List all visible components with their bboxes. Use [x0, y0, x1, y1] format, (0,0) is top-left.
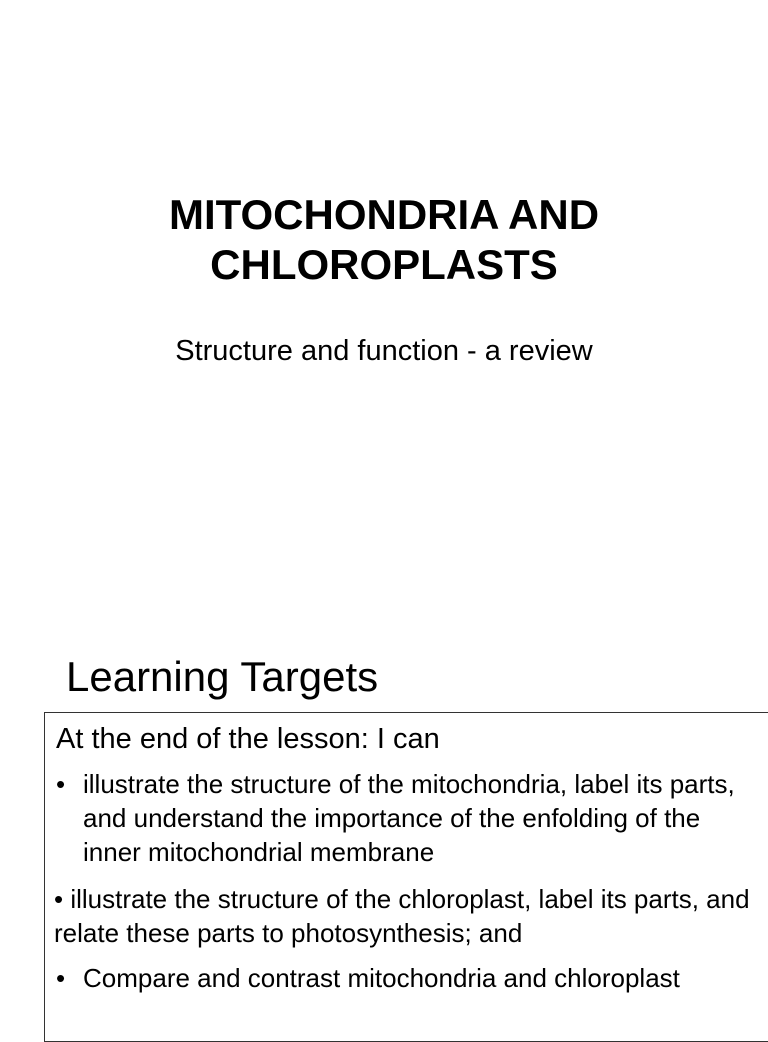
slide-title-line-1: MITOCHONDRIA AND [168, 191, 600, 238]
learning-target-item [54, 882, 764, 950]
learning-target-item [56, 961, 756, 995]
learning-targets-heading: Learning Targets [66, 653, 379, 700]
learning-target-text: • illustrate the structure of the chloroplast, label its parts, and relate these parts to photosynthesis; and [54, 884, 750, 948]
learning-targets-box [44, 712, 768, 1042]
bullet-icon: • [56, 769, 66, 799]
slide-title [0, 190, 768, 290]
learning-targets-intro: At the end of the lesson: I can [56, 723, 440, 755]
slide-subtitle: Structure and function - a review [175, 335, 593, 367]
learning-target-text: Compare and contrast mitochondria and chloroplast [83, 963, 680, 993]
learning-target-item [56, 767, 756, 869]
slide-title-line-2: CHLOROPLASTS [210, 241, 558, 288]
bullet-icon: • [56, 963, 66, 993]
learning-target-text: illustrate the structure of the mitochondria, label its parts, and understand the importance of the enfolding of the inner mitochondrial membrane [83, 769, 735, 867]
